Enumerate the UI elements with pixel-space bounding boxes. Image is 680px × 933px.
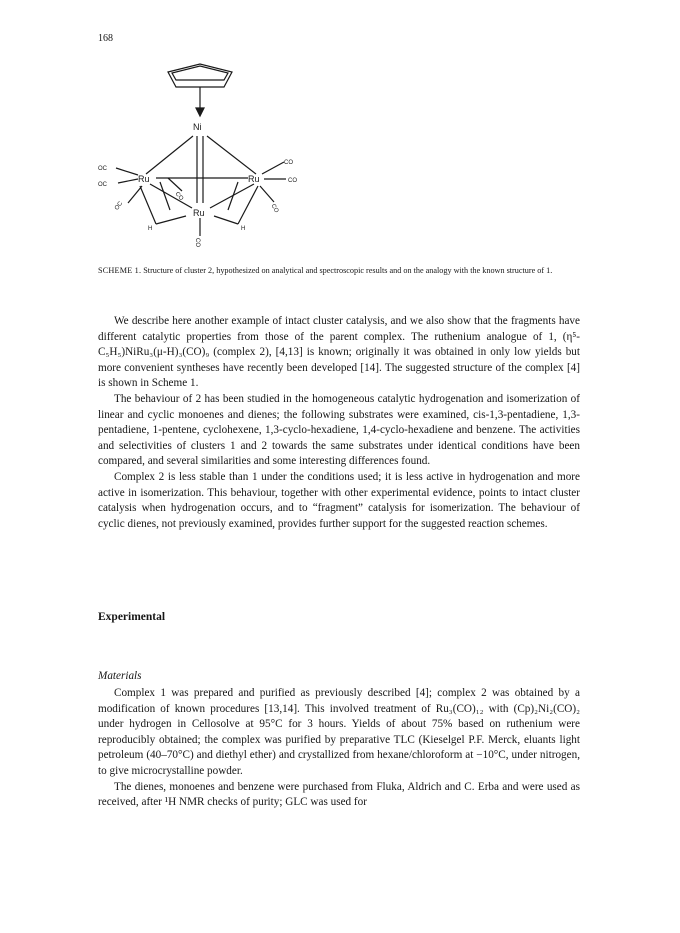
materials-paragraph-2: The dienes, monoenes and benzene were purchased from Fluka, Aldrich and C. Erba and were used as received, after ¹H NMR checks of purity; GLC was used for — [98, 780, 580, 809]
intro-paragraph-3: Complex 2 is less stable than 1 under the conditions used; it is less active in hydrogenation and more active in isomerization. This behaviour, together with other experimental evidence, points to intact cluster catalysis when hydrogenation occurs, and to “fragment” catalysis for isomerization. The behaviour of cyclic dienes, not previously examined, provides further support for the suggested reaction schemes. — [98, 470, 580, 530]
co-bond-4 — [168, 178, 182, 191]
co-bond-2 — [118, 179, 138, 183]
ru-right-atom-label: Ru — [248, 174, 260, 184]
carbonyl-label-5: CO — [284, 160, 293, 166]
bond-arrowhead — [196, 108, 204, 116]
co-bond-1 — [116, 168, 138, 175]
carbonyl-label-6: CO — [288, 178, 297, 184]
hydride-left-2 — [156, 216, 186, 224]
intro-paragraph-2: The behaviour of 2 has been studied in the homogeneous catalytic hydrogenation and isomerization of linear and cyclic monoenes and dienes; the following substrates were examined, cis-1,3-pentadiene, 1,3-pentadiene, 1-pentene, cyclohexene, 1,3-cyclo-hexadiene, 1,4-cyclo-hexadiene and benzene. The activities and selectivities of clusters 1 and 2 towards the same substrates under identical conditions have been compared, and several similarities and some interesting differences found. — [98, 392, 580, 468]
scheme-1-structure-diagram — [88, 58, 348, 258]
experimental-heading: Experimental — [98, 611, 166, 623]
carbonyl-label-3: OC — [114, 200, 125, 212]
carbonyl-label-4: CO — [173, 191, 185, 202]
ni-ru-right-bond — [207, 136, 256, 174]
intro-paragraph-1: We describe here another example of intact cluster catalysis, and we also show that the fragments have different catalytic properties from those of the parent complex. The ruthenium analogue of 1, (η⁵-C₅H₅)NiRu₃(μ-H)₃(CO)₉ (complex 2), [4,13] is known; originally it was obtained in only low yields but more convenient syntheses have recently been developed [14]. The suggested structure of the complex [4] is shown in Scheme 1. — [98, 315, 580, 390]
materials-subheading: Materials — [98, 670, 142, 682]
hydride-mid-1 — [160, 182, 170, 210]
ni-ru-left-bond — [146, 136, 193, 174]
co-bond-5 — [262, 162, 284, 174]
ru-bottom-atom-label: Ru — [193, 208, 205, 218]
hydride-label-right: H — [241, 226, 246, 232]
hydride-label-left: H — [148, 226, 153, 232]
hydride-left-1 — [140, 186, 156, 224]
carbonyl-label-2: OC — [98, 182, 107, 188]
page-number: 168 — [98, 33, 113, 44]
materials-body — [98, 686, 580, 811]
scheme-caption — [98, 265, 580, 277]
ru-left-atom-label: Ru — [138, 174, 150, 184]
ru-right-ru-bottom-bond — [210, 184, 254, 208]
cyclopentadienyl-ring — [172, 66, 228, 80]
carbonyl-label-7: CO — [269, 203, 280, 215]
scheme-caption-text: Structure of cluster 2, hypothesized on analytical and spectroscopic results and on the analogy with the known structure of 1. — [143, 266, 553, 275]
co-bond-3 — [128, 186, 142, 203]
carbonyl-label-8: CO — [194, 238, 200, 247]
materials-paragraph-1: Complex 1 was prepared and purified as previously described [4]; complex 2 was obtained by a modification of known procedures [13,14]. This involved treatment of Ru₃(CO)₁₂ with (Cp)₂Ni₂(CO)₂ under hydrogen in Cellosolve at 95°C for 3 hours. Yields of about 75% based on ruthenium were reproducibly obtained; the complex was purified by preparative TLC (Kieselgel P.F. Merck, eluants light petroleum (40–70°C) and diethyl ether) and crystallized from hexane/chloroform at −10°C, under nitrogen, to give microcrystalline powder. — [98, 687, 580, 777]
hydride-mid-2 — [228, 182, 238, 210]
hydride-right-2 — [214, 216, 238, 224]
cp-ring-outline — [168, 64, 232, 87]
intro-body — [98, 314, 580, 532]
scheme-caption-lead: SCHEME 1. — [98, 266, 142, 275]
co-bond-7 — [260, 186, 274, 202]
ni-atom-label: Ni — [193, 122, 202, 132]
ru-left-ru-bottom-bond — [150, 184, 192, 208]
carbonyl-label-1: OC — [98, 166, 107, 172]
